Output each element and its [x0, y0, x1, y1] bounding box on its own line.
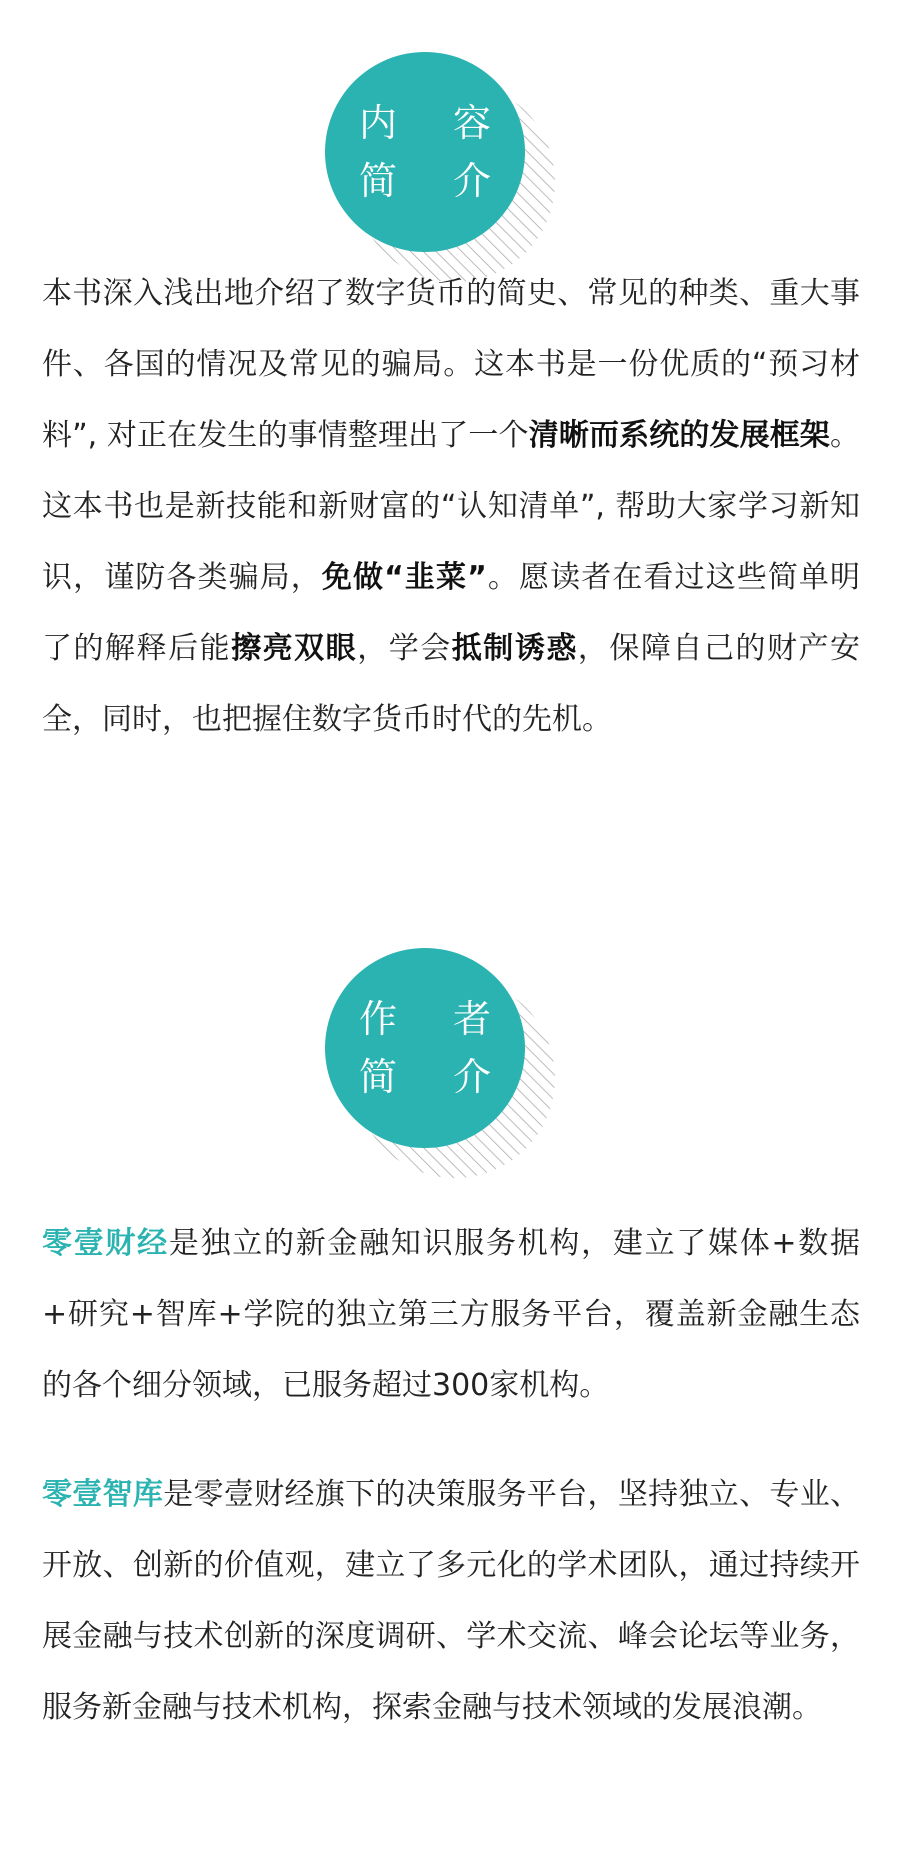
- badge-title-line1: 作 者: [358, 997, 514, 1041]
- intro-text-2: 。这本书也是新技能和新财富的“认知清单”, 帮助大家学习新知识，谨防各类骗局，: [42, 418, 861, 595]
- intro-highlight-1: 清晰而系统的发展框架: [528, 418, 831, 453]
- intro-text-3: 。愿读者在看过这些简单明了的解释后能: [42, 560, 861, 666]
- badge-title-line1: 内 容: [358, 101, 514, 145]
- author-paragraph-1-text: 是独立的新金融知识服务机构，建立了媒体+数据+研究+智库+学院的独立第三方服务平台，覆盖新金融生态的各个细分领域，已服务超过300家机构。: [42, 1226, 860, 1403]
- author-section-badge: [325, 948, 565, 1188]
- author-paragraph-2: [42, 1459, 860, 1743]
- intro-text-1: 本书深入浅出地介绍了数字货币的简史、常见的种类、重大事件、各国的情况及常见的骗局。这本书是一份优质的“预习材料”, 对正在发生的事情整理出了一个: [42, 276, 860, 453]
- brand-name-lingyi-zhiku: 零壹智库: [42, 1477, 164, 1512]
- author-paragraph-2-text: 是零壹财经旗下的决策服务平台，坚持独立、专业、开放、创新的价值观，建立了多元化的学术团队，通过持续开展金融与技术创新的深度调研、学术交流、峰会论坛等业务，服务新金融与技术机构，探索金融与技术领域的发展浪潮。: [42, 1477, 861, 1725]
- brand-name-lingyi-caijing: 零壹财经: [42, 1226, 169, 1261]
- intro-text-5: ，保障自己的财产安全，同时，也把握住数字货币时代的先机。: [42, 631, 861, 737]
- intro-highlight-4: 抵制诱惑: [451, 631, 578, 666]
- intro-section-badge: [325, 52, 565, 292]
- author-paragraph-1: [42, 1208, 860, 1421]
- badge-title: [325, 52, 525, 252]
- intro-paragraph: [42, 258, 860, 755]
- intro-highlight-3: 擦亮双眼: [231, 631, 358, 666]
- badge-title-line2: 简 介: [358, 159, 514, 203]
- badge-title-line2: 简 介: [358, 1055, 514, 1099]
- badge-title: [325, 948, 525, 1148]
- intro-highlight-2: 免做“韭菜”: [321, 560, 487, 595]
- intro-text-4: ，学会: [357, 631, 452, 666]
